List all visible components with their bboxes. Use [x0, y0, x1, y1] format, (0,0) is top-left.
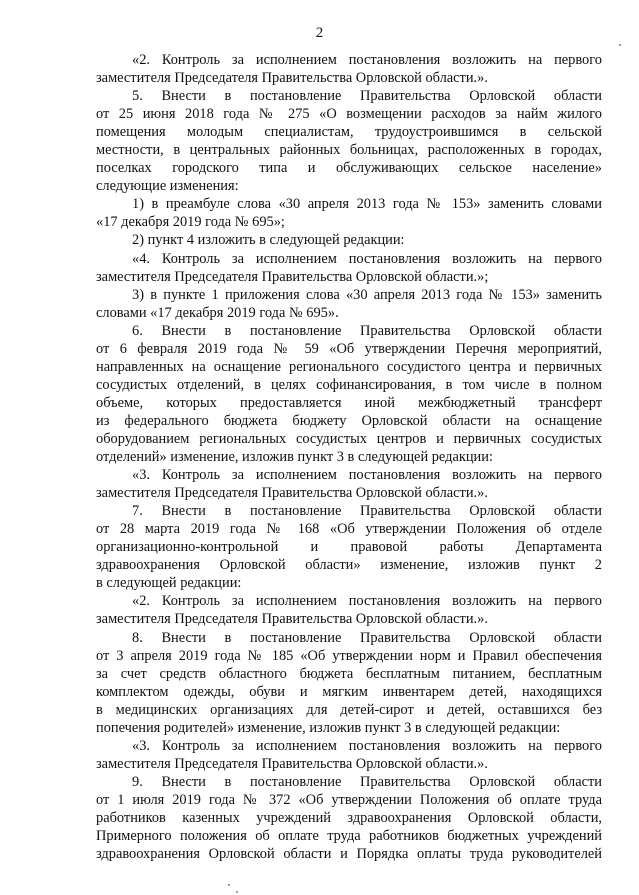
- text-line: работников казенных учреждений здравоохранения Орловской области,: [96, 809, 602, 826]
- text-line: организационно-контрольной и правовой работы Департамента: [96, 539, 602, 556]
- text-line: «2. Контроль за исполнением постановления возложить на первого: [132, 52, 602, 68]
- document-body: [96, 51, 602, 863]
- text-line: «2. Контроль за исполнением постановления возложить на первого: [132, 593, 602, 610]
- text-line: заместителя Председателя Правительства Орловской области.».: [96, 485, 488, 502]
- text-line: объеме, которых предоставляется иной межбюджетный трансферт: [96, 394, 602, 411]
- scan-speck: [619, 44, 621, 46]
- text-line: попечения родителей» изменение, изложив пункт 3 в следующей редакции:: [96, 719, 561, 736]
- text-line: заместителя Председателя Правительства Орловской области.».: [96, 755, 488, 772]
- text-line: 1) в преамбуле слова «30 апреля 2013 года № 153» заменить словами: [132, 196, 602, 213]
- text-line: 9. Внести в постановление Правительства Орловской области: [132, 773, 602, 790]
- text-line: поселках городского типа и обслуживающих сельское население»: [96, 160, 602, 177]
- text-line: 5. Внести в постановление Правительства Орловской области: [132, 88, 602, 105]
- text-line: от 1 июля 2019 года № 372 «Об утверждении Положения об оплате труда: [96, 791, 602, 808]
- text-line: от 6 февраля 2019 года № 59 «Об утверждении Перечня мероприятий,: [96, 340, 602, 357]
- text-line: 6. Внести в постановление Правительства Орловской области: [132, 322, 602, 339]
- text-line: от 25 июня 2018 года № 275 «О возмещении расходов за найм жилого: [96, 106, 602, 123]
- text-line: заместителя Председателя Правительства Орловской области.».: [96, 611, 488, 628]
- text-line: словами «17 декабря 2019 года № 695».: [96, 304, 339, 321]
- text-line: 7. Внести в постановление Правительства Орловской области: [132, 503, 602, 520]
- text-line: от 3 апреля 2019 года № 185 «Об утверждении норм и Правил обеспечения: [96, 647, 602, 664]
- text-line: 8. Внести в постановление Правительства Орловской области: [132, 629, 602, 646]
- text-line: Примерного положения об оплате труда работников бюджетных учреждений: [96, 828, 602, 845]
- text-line: отделений» изменение, изложив пункт 3 в следующей редакции:: [96, 449, 493, 466]
- text-line: заместителя Председателя Правительства Орловской области.».: [96, 70, 488, 87]
- text-line: от 28 марта 2019 года № 168 «Об утверждении Положения об отделе: [96, 521, 602, 538]
- text-line: «17 декабря 2019 года № 695»;: [96, 214, 285, 231]
- text-line: из федерального бюджета бюджету Орловской области на оснащение: [96, 412, 602, 429]
- page-number: 2: [315, 25, 324, 41]
- text-line: в следующей редакции:: [96, 575, 242, 592]
- text-line: здравоохранения Орловской области» изменение, изложив пункт 2: [96, 557, 602, 574]
- text-line: сосудистых отделений, в целях софинансирования, в том числе в полном: [96, 376, 602, 393]
- text-line: заместителя Председателя Правительства Орловской области.»;: [96, 268, 489, 285]
- text-line: «3. Контроль за исполнением постановления возложить на первого: [132, 467, 602, 484]
- text-line: в медицинских организациях для детей-сирот и детей, оставшихся без: [96, 701, 602, 718]
- text-line: следующие изменения:: [96, 178, 239, 195]
- text-line: 3) в пункте 1 приложения слова «30 апреля 2013 года № 153» заменить: [132, 286, 602, 303]
- text-line: направленных на оснащение регионального сосудистого центра и первичных: [96, 358, 602, 375]
- text-line: комплектом одежды, обуви и мягким инвентарем детей, находящихся: [96, 683, 602, 700]
- text-line: здравоохранения Орловской области и Порядка оплаты труда руководителей: [96, 846, 602, 863]
- text-line: за счет средств областного бюджета бесплатным питанием, бесплатным: [96, 665, 602, 682]
- text-line: местности, в центральных районных больницах, расположенных в городах,: [96, 142, 602, 159]
- scan-speck: [236, 891, 238, 893]
- text-line: оборудованием региональных сосудистых центров и первичных сосудистых: [96, 430, 602, 447]
- text-line: 2) пункт 4 изложить в следующей редакции:: [132, 232, 405, 249]
- scan-speck: [228, 884, 230, 886]
- text-line: помещения молодым специалистам, трудоустроившимся в сельской: [96, 124, 602, 141]
- text-line: «4. Контроль за исполнением постановления возложить на первого: [132, 250, 602, 267]
- text-line: «3. Контроль за исполнением постановления возложить на первого: [132, 737, 602, 754]
